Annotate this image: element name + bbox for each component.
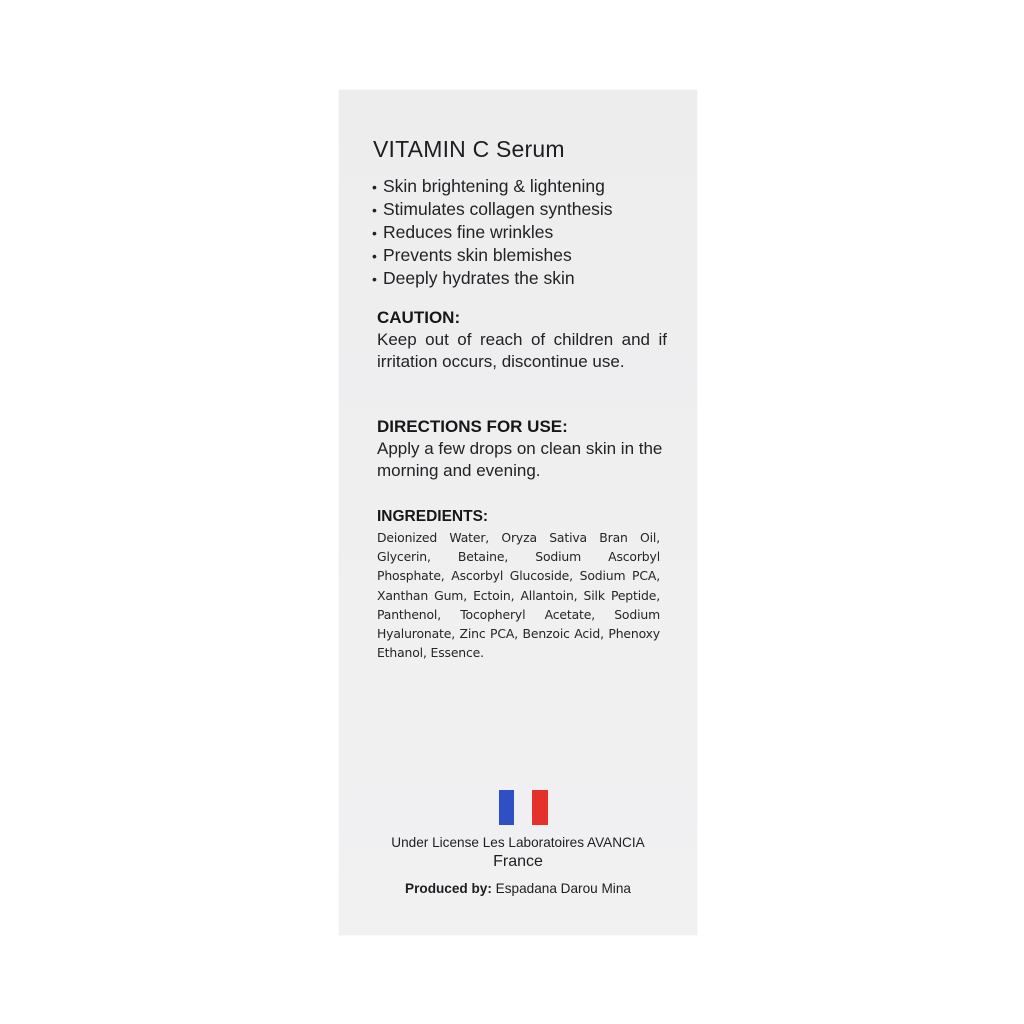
product-title: VITAMIN C Serum [373, 136, 565, 162]
benefit-text: Prevents skin blemishes [383, 245, 572, 265]
bullet-icon: • [372, 202, 377, 218]
ingredients-section [377, 508, 660, 662]
benefit-item [372, 198, 613, 221]
flag-white-stripe [514, 790, 532, 825]
bullet-icon: • [372, 225, 377, 241]
flag-red-stripe [532, 790, 548, 825]
directions-section [377, 417, 667, 482]
caution-text: Keep out of reach of children and if irritation occurs, discontinue use. [377, 330, 667, 371]
license-text: Under License Les Laboratoires AVANCIA [391, 835, 645, 850]
directions-heading: DIRECTIONS FOR USE: [377, 417, 568, 436]
caution-heading: CAUTION: [377, 308, 461, 327]
bullet-icon: • [372, 248, 377, 264]
benefit-item [372, 244, 613, 267]
bullet-icon: • [372, 271, 377, 287]
benefits-list [372, 175, 613, 290]
produced-by-label: Produced by: [405, 881, 492, 896]
benefit-item [372, 267, 613, 290]
benefit-text: Stimulates collagen synthesis [383, 199, 613, 219]
benefit-item [372, 175, 613, 198]
benefit-text: Skin brightening & lightening [383, 176, 605, 196]
producer-name: Espadana Darou Mina [495, 881, 631, 896]
directions-text: Apply a few drops on clean skin in the morning and evening. [377, 439, 663, 480]
benefit-item [372, 221, 613, 244]
benefit-text: Reduces fine wrinkles [383, 222, 554, 242]
country-text: France [493, 853, 543, 870]
product-label-card [339, 90, 697, 935]
producer-line [339, 881, 697, 896]
bullet-icon: • [372, 179, 377, 195]
ingredients-text: Deionized Water, Oryza Sativa Bran Oil, Glycerin, Betaine, Sodium Ascorbyl Phosphate, Ascorbyl Glucoside, Sodium PCA, Xanthan Gum, Ectoin, Allantoin, Silk Peptide, Panthenol, Tocopheryl Acetate, Sodium Hyaluronate, Zinc PCA, Benzoic Acid, Phenoxy Ethanol, Essence. [377, 530, 660, 661]
france-flag-icon [499, 790, 548, 825]
flag-blue-stripe [499, 790, 514, 825]
ingredients-heading: INGREDIENTS: [377, 508, 489, 525]
benefit-text: Deeply hydrates the skin [383, 268, 575, 288]
caution-section [377, 308, 667, 373]
